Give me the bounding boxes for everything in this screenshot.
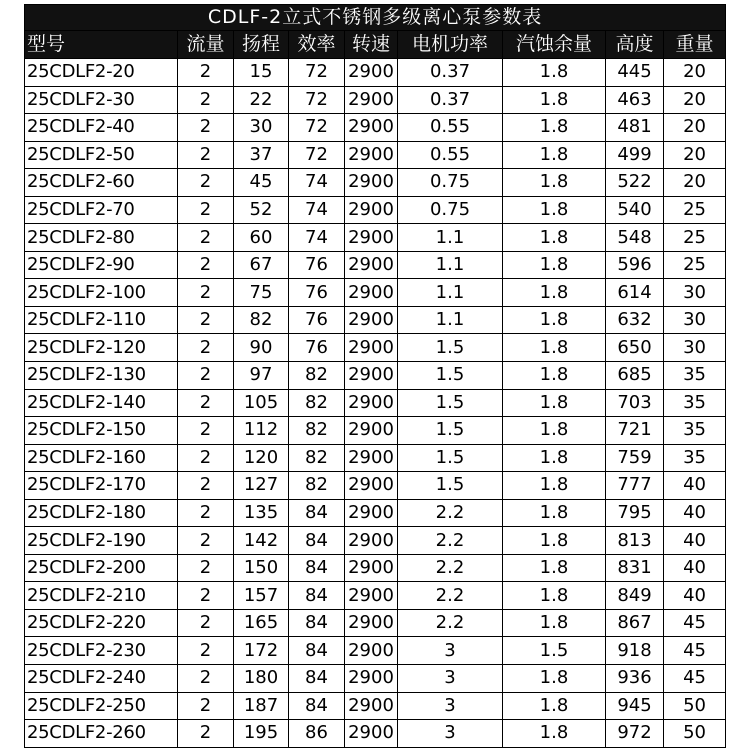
cell-motor-power: 2.2 [398,609,503,637]
cell-head: 52 [234,196,289,224]
table-row [25,169,726,197]
cell-speed: 2900 [345,362,398,390]
cell-weight: 45 [664,665,726,693]
cell-speed: 2900 [345,720,398,748]
cell-speed: 2900 [345,554,398,582]
cell-flow: 2 [178,169,234,197]
cell-efficiency: 82 [289,417,345,445]
cell-height: 685 [606,362,664,390]
column-header-motor-power: 电机功率 [398,31,503,59]
cell-model: 25CDLF2-190 [25,527,178,555]
cell-head: 30 [234,114,289,142]
cell-model: 25CDLF2-160 [25,444,178,472]
cell-model: 25CDLF2-110 [25,306,178,334]
cell-speed: 2900 [345,334,398,362]
cell-height: 463 [606,86,664,114]
cell-model: 25CDLF2-30 [25,86,178,114]
cell-efficiency: 74 [289,196,345,224]
cell-motor-power: 3 [398,637,503,665]
cell-weight: 50 [664,720,726,748]
column-header-npsh: 汽蚀余量 [503,31,606,59]
cell-efficiency: 84 [289,582,345,610]
cell-flow: 2 [178,472,234,500]
cell-npsh: 1.8 [503,251,606,279]
table-row [25,86,726,114]
cell-model: 25CDLF2-70 [25,196,178,224]
table-row [25,224,726,252]
cell-head: 67 [234,251,289,279]
cell-speed: 2900 [345,86,398,114]
table-row [25,362,726,390]
cell-weight: 40 [664,472,726,500]
cell-head: 37 [234,141,289,169]
cell-head: 150 [234,554,289,582]
cell-flow: 2 [178,692,234,720]
cell-npsh: 1.8 [503,362,606,390]
cell-height: 703 [606,389,664,417]
cell-height: 759 [606,444,664,472]
cell-efficiency: 82 [289,444,345,472]
table-row [25,196,726,224]
cell-head: 82 [234,306,289,334]
column-header-flow: 流量 [178,31,234,59]
cell-height: 445 [606,59,664,87]
cell-height: 831 [606,554,664,582]
cell-speed: 2900 [345,389,398,417]
cell-weight: 20 [664,86,726,114]
cell-motor-power: 0.37 [398,86,503,114]
cell-motor-power: 1.5 [398,472,503,500]
cell-speed: 2900 [345,609,398,637]
cell-model: 25CDLF2-230 [25,637,178,665]
table-row [25,306,726,334]
cell-motor-power: 2.2 [398,554,503,582]
cell-efficiency: 72 [289,59,345,87]
cell-height: 522 [606,169,664,197]
table-row [25,279,726,307]
cell-flow: 2 [178,334,234,362]
cell-model: 25CDLF2-130 [25,362,178,390]
cell-head: 142 [234,527,289,555]
cell-height: 481 [606,114,664,142]
cell-head: 165 [234,609,289,637]
table-row [25,554,726,582]
cell-efficiency: 82 [289,472,345,500]
cell-height: 918 [606,637,664,665]
table-row [25,609,726,637]
cell-model: 25CDLF2-250 [25,692,178,720]
cell-weight: 45 [664,609,726,637]
cell-head: 120 [234,444,289,472]
cell-head: 157 [234,582,289,610]
cell-npsh: 1.8 [503,554,606,582]
cell-model: 25CDLF2-240 [25,665,178,693]
cell-model: 25CDLF2-220 [25,609,178,637]
cell-motor-power: 3 [398,692,503,720]
cell-speed: 2900 [345,582,398,610]
cell-model: 25CDLF2-20 [25,59,178,87]
cell-model: 25CDLF2-210 [25,582,178,610]
cell-height: 632 [606,306,664,334]
cell-model: 25CDLF2-100 [25,279,178,307]
table-row [25,251,726,279]
cell-motor-power: 0.55 [398,114,503,142]
cell-npsh: 1.5 [503,637,606,665]
cell-head: 135 [234,499,289,527]
cell-npsh: 1.8 [503,417,606,445]
column-header-head: 扬程 [234,31,289,59]
cell-efficiency: 84 [289,665,345,693]
table-row [25,692,726,720]
cell-head: 60 [234,224,289,252]
cell-head: 45 [234,169,289,197]
cell-height: 945 [606,692,664,720]
cell-motor-power: 2.2 [398,582,503,610]
cell-height: 936 [606,665,664,693]
cell-npsh: 1.8 [503,582,606,610]
cell-speed: 2900 [345,472,398,500]
cell-weight: 20 [664,141,726,169]
cell-flow: 2 [178,141,234,169]
cell-efficiency: 72 [289,114,345,142]
cell-efficiency: 84 [289,527,345,555]
cell-head: 97 [234,362,289,390]
cell-npsh: 1.8 [503,665,606,693]
cell-flow: 2 [178,527,234,555]
cell-motor-power: 0.37 [398,59,503,87]
cell-motor-power: 3 [398,720,503,748]
cell-height: 972 [606,720,664,748]
cell-height: 849 [606,582,664,610]
cell-speed: 2900 [345,59,398,87]
column-header-efficiency: 效率 [289,31,345,59]
cell-head: 195 [234,720,289,748]
cell-motor-power: 1.5 [398,334,503,362]
cell-model: 25CDLF2-170 [25,472,178,500]
cell-model: 25CDLF2-40 [25,114,178,142]
cell-model: 25CDLF2-180 [25,499,178,527]
table-row [25,141,726,169]
cell-efficiency: 76 [289,251,345,279]
cell-speed: 2900 [345,417,398,445]
column-header-height: 高度 [606,31,664,59]
cell-height: 813 [606,527,664,555]
cell-flow: 2 [178,279,234,307]
column-header-weight: 重量 [664,31,726,59]
cell-head: 90 [234,334,289,362]
cell-speed: 2900 [345,637,398,665]
cell-npsh: 1.8 [503,279,606,307]
cell-speed: 2900 [345,444,398,472]
cell-flow: 2 [178,59,234,87]
table-body [25,59,726,748]
table-row [25,527,726,555]
cell-weight: 20 [664,169,726,197]
cell-motor-power: 2.2 [398,527,503,555]
cell-weight: 20 [664,114,726,142]
cell-weight: 50 [664,692,726,720]
table-row [25,582,726,610]
cell-motor-power: 2.2 [398,499,503,527]
cell-speed: 2900 [345,692,398,720]
cell-weight: 25 [664,251,726,279]
cell-npsh: 1.8 [503,224,606,252]
cell-motor-power: 1.5 [398,362,503,390]
cell-weight: 40 [664,554,726,582]
cell-flow: 2 [178,582,234,610]
cell-height: 614 [606,279,664,307]
cell-height: 721 [606,417,664,445]
cell-npsh: 1.8 [503,334,606,362]
cell-height: 596 [606,251,664,279]
cell-motor-power: 1.5 [398,389,503,417]
cell-model: 25CDLF2-150 [25,417,178,445]
cell-npsh: 1.8 [503,196,606,224]
cell-flow: 2 [178,389,234,417]
cell-flow: 2 [178,86,234,114]
cell-motor-power: 0.55 [398,141,503,169]
cell-speed: 2900 [345,141,398,169]
cell-npsh: 1.8 [503,692,606,720]
cell-flow: 2 [178,114,234,142]
cell-flow: 2 [178,720,234,748]
cell-efficiency: 72 [289,141,345,169]
cell-model: 25CDLF2-140 [25,389,178,417]
cell-motor-power: 1.1 [398,251,503,279]
column-header-model: 型号 [25,31,178,59]
table-row [25,389,726,417]
cell-height: 867 [606,609,664,637]
cell-npsh: 1.8 [503,527,606,555]
cell-motor-power: 0.75 [398,169,503,197]
cell-head: 187 [234,692,289,720]
cell-npsh: 1.8 [503,306,606,334]
cell-flow: 2 [178,251,234,279]
cell-motor-power: 1.1 [398,306,503,334]
cell-weight: 25 [664,196,726,224]
cell-efficiency: 84 [289,609,345,637]
cell-speed: 2900 [345,114,398,142]
table-row [25,334,726,362]
cell-height: 650 [606,334,664,362]
cell-head: 22 [234,86,289,114]
cell-height: 548 [606,224,664,252]
cell-flow: 2 [178,554,234,582]
cell-speed: 2900 [345,665,398,693]
cell-model: 25CDLF2-200 [25,554,178,582]
cell-npsh: 1.8 [503,389,606,417]
cell-weight: 35 [664,389,726,417]
cell-head: 180 [234,665,289,693]
cell-height: 499 [606,141,664,169]
cell-weight: 20 [664,59,726,87]
cell-weight: 35 [664,444,726,472]
cell-npsh: 1.8 [503,472,606,500]
cell-npsh: 1.8 [503,720,606,748]
cell-npsh: 1.8 [503,609,606,637]
cell-head: 112 [234,417,289,445]
cell-weight: 40 [664,499,726,527]
cell-head: 75 [234,279,289,307]
cell-weight: 40 [664,527,726,555]
cell-npsh: 1.8 [503,59,606,87]
cell-model: 25CDLF2-120 [25,334,178,362]
cell-efficiency: 84 [289,637,345,665]
cell-speed: 2900 [345,499,398,527]
cell-efficiency: 82 [289,362,345,390]
cell-head: 127 [234,472,289,500]
cell-speed: 2900 [345,251,398,279]
cell-efficiency: 76 [289,279,345,307]
cell-model: 25CDLF2-90 [25,251,178,279]
cell-flow: 2 [178,637,234,665]
cell-efficiency: 84 [289,499,345,527]
cell-efficiency: 72 [289,86,345,114]
cell-head: 172 [234,637,289,665]
cell-motor-power: 1.5 [398,417,503,445]
table-row [25,720,726,748]
cell-height: 777 [606,472,664,500]
cell-weight: 35 [664,417,726,445]
cell-weight: 30 [664,306,726,334]
cell-motor-power: 1.1 [398,279,503,307]
cell-speed: 2900 [345,279,398,307]
cell-efficiency: 74 [289,169,345,197]
cell-npsh: 1.8 [503,444,606,472]
cell-speed: 2900 [345,527,398,555]
cell-efficiency: 84 [289,554,345,582]
cell-efficiency: 84 [289,692,345,720]
cell-flow: 2 [178,417,234,445]
cell-speed: 2900 [345,224,398,252]
cell-model: 25CDLF2-50 [25,141,178,169]
table-title: CDLF-2立式不锈钢多级离心泵参数表 [25,5,726,31]
cell-height: 795 [606,499,664,527]
cell-head: 15 [234,59,289,87]
cell-weight: 25 [664,224,726,252]
table-row [25,637,726,665]
cell-flow: 2 [178,224,234,252]
table-title-row [25,5,726,31]
cell-efficiency: 76 [289,306,345,334]
cell-weight: 45 [664,637,726,665]
cell-efficiency: 82 [289,389,345,417]
cell-speed: 2900 [345,196,398,224]
cell-flow: 2 [178,609,234,637]
table-row [25,444,726,472]
cell-weight: 40 [664,582,726,610]
column-header-speed: 转速 [345,31,398,59]
cell-flow: 2 [178,362,234,390]
pump-parameter-table [24,4,726,748]
cell-model: 25CDLF2-260 [25,720,178,748]
cell-weight: 30 [664,334,726,362]
cell-npsh: 1.8 [503,169,606,197]
cell-flow: 2 [178,444,234,472]
cell-npsh: 1.8 [503,114,606,142]
cell-flow: 2 [178,306,234,334]
cell-npsh: 1.8 [503,499,606,527]
cell-speed: 2900 [345,306,398,334]
cell-flow: 2 [178,665,234,693]
cell-model: 25CDLF2-80 [25,224,178,252]
table-row [25,499,726,527]
cell-npsh: 1.8 [503,86,606,114]
table-row [25,665,726,693]
cell-npsh: 1.8 [503,141,606,169]
cell-motor-power: 1.1 [398,224,503,252]
cell-model: 25CDLF2-60 [25,169,178,197]
cell-motor-power: 0.75 [398,196,503,224]
cell-flow: 2 [178,196,234,224]
cell-speed: 2900 [345,169,398,197]
cell-efficiency: 86 [289,720,345,748]
table-row [25,472,726,500]
table-row [25,114,726,142]
cell-height: 540 [606,196,664,224]
cell-motor-power: 1.5 [398,444,503,472]
cell-flow: 2 [178,499,234,527]
cell-head: 105 [234,389,289,417]
table-header-row [25,31,726,59]
table-row [25,417,726,445]
cell-efficiency: 76 [289,334,345,362]
cell-motor-power: 3 [398,665,503,693]
table-row [25,59,726,87]
cell-efficiency: 74 [289,224,345,252]
cell-weight: 30 [664,279,726,307]
cell-weight: 35 [664,362,726,390]
